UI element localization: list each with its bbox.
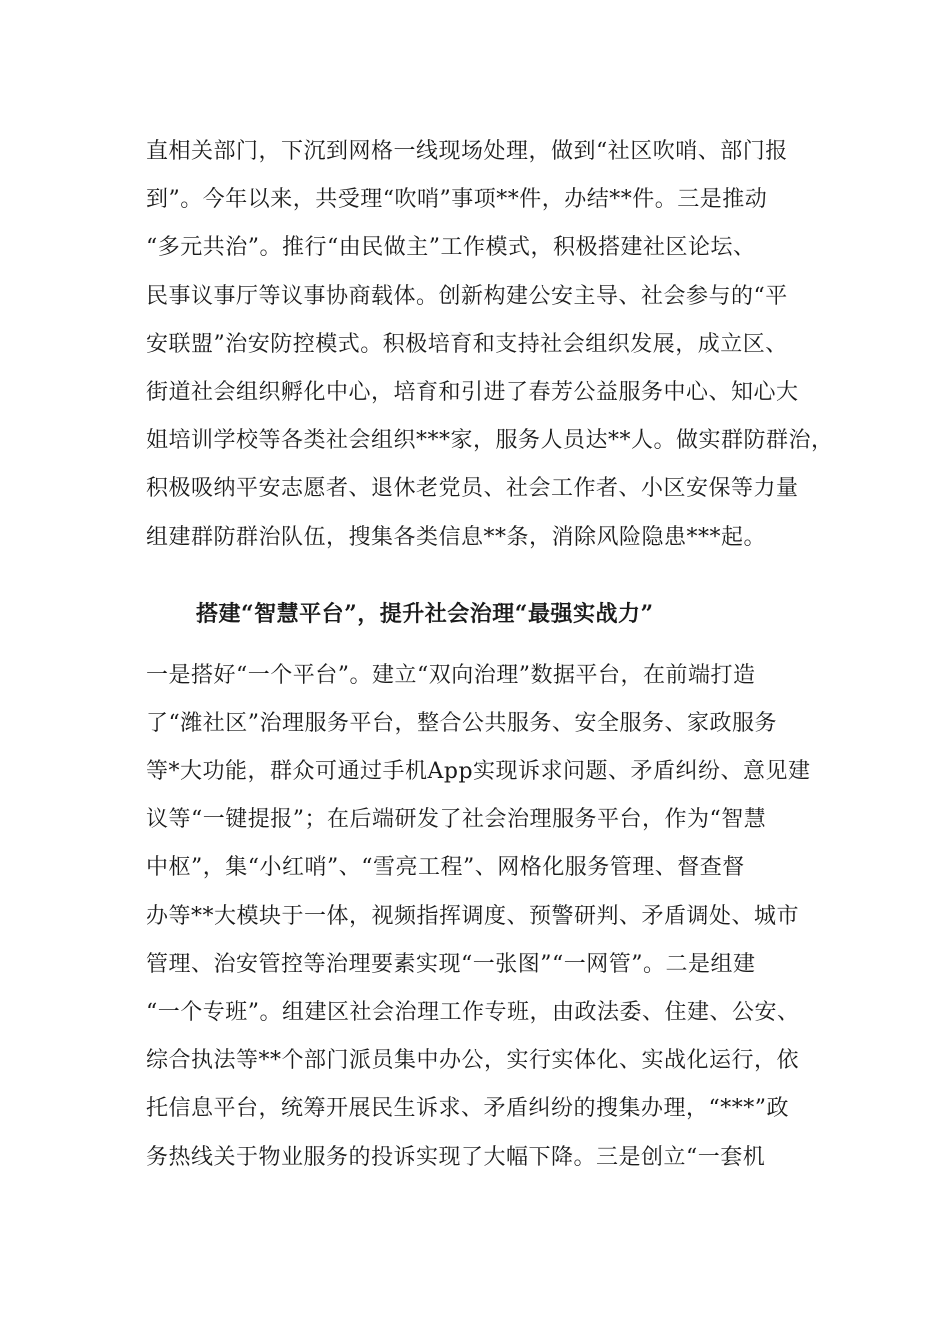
text-line: 安联盟”治安防控模式。积极培育和支持社会组织发展，成立区、	[146, 332, 788, 357]
text-line: 了“潍社区”治理服务平台，整合公共服务、安全服务、家政服务	[146, 711, 777, 736]
text-line: 直相关部门，下沉到网格一线现场处理，做到“社区吹哨、部门报	[146, 139, 788, 164]
text-line: 姐培训学校等各类社会组织***家，服务人员达**人。做实群防群治，	[146, 428, 834, 453]
text-line: 到”。今年以来，共受理“吹哨”事项**件，办结**件。三是推动	[146, 187, 768, 212]
text-line: 中枢”，集“小红哨”、“雪亮工程”、网格化服务管理、督查督	[146, 855, 745, 880]
text-line: “多元共治”。推行“由民做主”工作模式，积极搭建社区论坛、	[146, 235, 756, 260]
section-heading: 搭建“智慧平台”，提升社会治理“最强实战力”	[196, 601, 654, 627]
text-line: 民事议事厅等议事协商载体。创新构建公安主导、社会参与的“平	[146, 284, 788, 309]
text-line: 托信息平台，统筹开展民生诉求、矛盾纠纷的搜集办理，“***”政	[146, 1096, 789, 1121]
text-line: “一个专班”。组建区社会治理工作专班，由政法委、住建、公安、	[146, 1000, 800, 1025]
text-line: 等*大功能，群众可通过手机App实现诉求问题、矛盾纠纷、意见建	[146, 759, 811, 784]
text-line: 议等“一键提报”；在后端研发了社会治理服务平台，作为“智慧	[146, 807, 767, 832]
text-line: 积极吸纳平安志愿者、退休老党员、社会工作者、小区安保等力量	[146, 476, 799, 501]
text-line: 街道社会组织孵化中心，培育和引进了春芳公益服务中心、知心大	[146, 380, 799, 405]
text-line: 综合执法等**个部门派员集中办公，实行实体化、实战化运行，依	[146, 1048, 800, 1073]
text-line: 办等**大模块于一体，视频指挥调度、预警研判、矛盾调处、城市	[146, 904, 800, 929]
text-line: 务热线关于物业服务的投诉实现了大幅下降。三是创立“一套机	[146, 1145, 766, 1170]
text-line: 组建群防群治队伍，搜集各类信息**条，消除风险隐患***起。	[146, 525, 767, 550]
text-line: 管理、治安管控等治理要素实现“一张图”“一网管”。二是组建	[146, 952, 756, 977]
text-line: 一是搭好“一个平台”。建立“双向治理”数据平台，在前端打造	[146, 663, 756, 688]
